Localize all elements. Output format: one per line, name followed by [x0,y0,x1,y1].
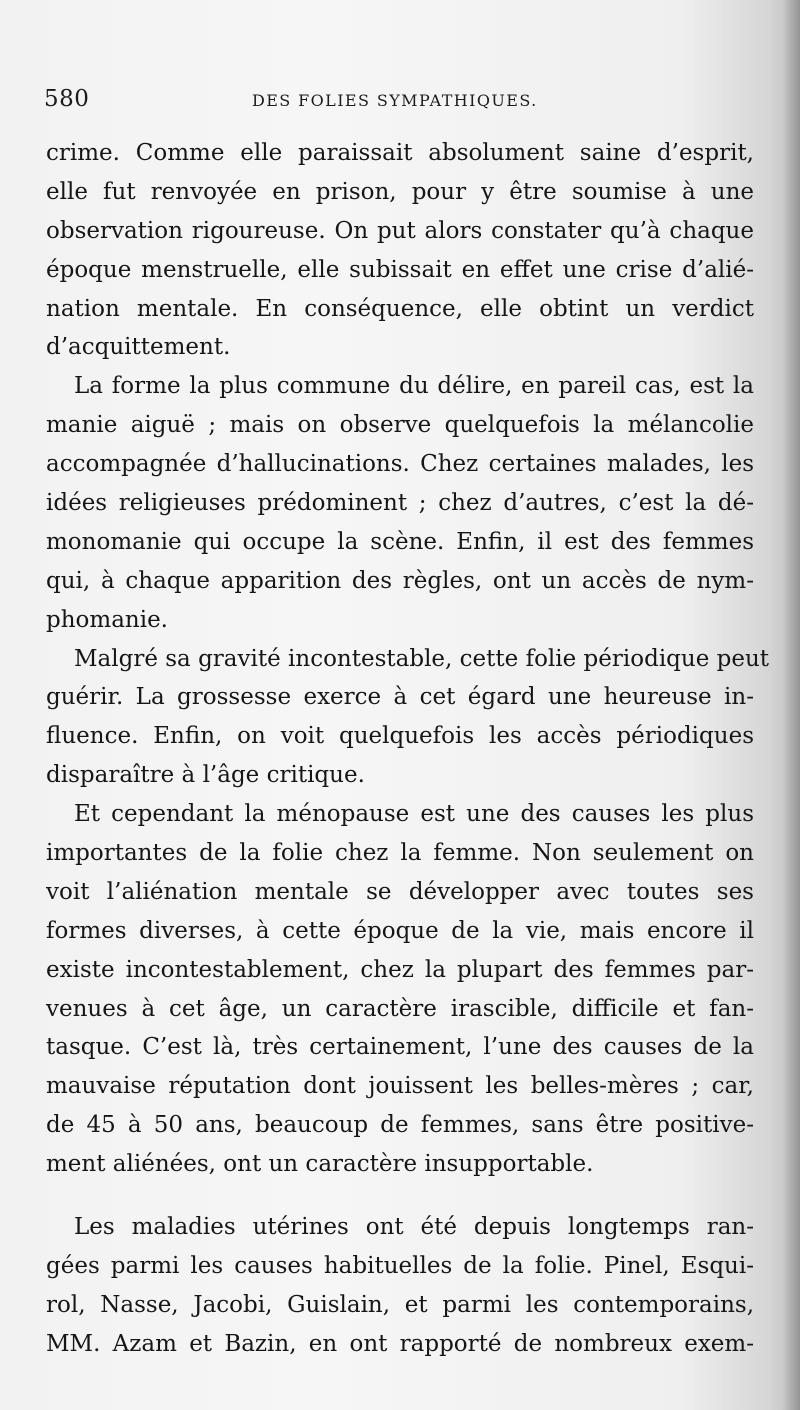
text-line: fluence. Enfin, on voit quelquefois les accès périodiques [46,723,754,750]
text-line: mauvaise réputation dont jouissent les belles-mères ; car, [46,1073,754,1100]
text-line: MM. Azam et Bazin, en ont rapporté de nombreux exem- [46,1330,754,1357]
running-title: DES FOLIES SYMPATHIQUES. [252,91,538,110]
paragraph [46,367,754,639]
text-line: La forme la plus commune du délire, en pareil cas, est la [74,373,754,400]
text-line: manie aiguë ; mais on observe quelquefois la mélancolie [46,412,754,439]
body-text [46,134,770,1364]
text-line: Et cependant la ménopause est une des causes les plus [74,801,754,828]
text-line: venues à cet âge, un caractère irascible, difficile et fan- [46,995,754,1022]
text-line: gées parmi les causes habituelles de la folie. Pinel, Esqui- [46,1252,754,1279]
text-line: Les maladies utérines ont été depuis longtemps ran- [74,1214,754,1241]
text-line: monomanie qui occupe la scène. Enfin, il est des femmes [46,528,754,555]
paragraph [46,795,754,1184]
text-line: observation rigoureuse. On put alors constater qu’à chaque [46,217,754,244]
page-number: 580 [44,86,90,112]
text-line: formes diverses, à cette époque de la vie, mais encore il [46,917,754,944]
text-line: époque menstruelle, elle subissait en effet une crise d’alié- [46,256,754,283]
text-line: accompagnée d’hallucinations. Chez certaines malades, les [46,451,754,478]
text-line: tasque. C’est là, très certainement, l’une des causes de la [46,1034,754,1061]
text-line: Malgré sa gravité incontestable, cette folie périodique peut [74,645,770,672]
text-line: guérir. La grossesse exerce à cet égard une heureuse in- [46,684,754,711]
text-line: nation mentale. En conséquence, elle obtint un verdict [46,295,754,322]
paragraph [46,640,770,796]
scan-edge-shadow [782,0,800,1410]
text-line: d’acquittement. [46,334,231,361]
text-line: de 45 à 50 ans, beaucoup de femmes, sans être positive- [46,1112,754,1139]
text-line: idées religieuses prédominent ; chez d’autres, c’est la dé- [46,490,754,517]
text-line: existe incontestablement, chez la plupart des femmes par- [46,956,754,983]
text-line: qui, à chaque apparition des règles, ont un accès de nym- [46,567,754,594]
text-line: phomanie. [46,606,168,633]
text-line: importantes de la folie chez la femme. Non seulement on [46,840,754,867]
paragraph-spacer [46,1184,754,1208]
paragraph [46,1208,754,1364]
text-line: disparaître à l’âge critique. [46,762,365,789]
paragraph [46,134,754,367]
text-line: voit l’aliénation mentale se développer avec toutes ses [46,878,754,905]
text-line: rol, Nasse, Jacobi, Guislain, et parmi les contemporains, [46,1291,754,1318]
text-line: ment aliénées, ont un caractère insupportable. [46,1151,594,1178]
page-header [44,86,754,116]
text-line: elle fut renvoyée en prison, pour y être soumise à une [46,178,754,205]
text-line: crime. Comme elle paraissait absolument saine d’esprit, [46,140,754,166]
